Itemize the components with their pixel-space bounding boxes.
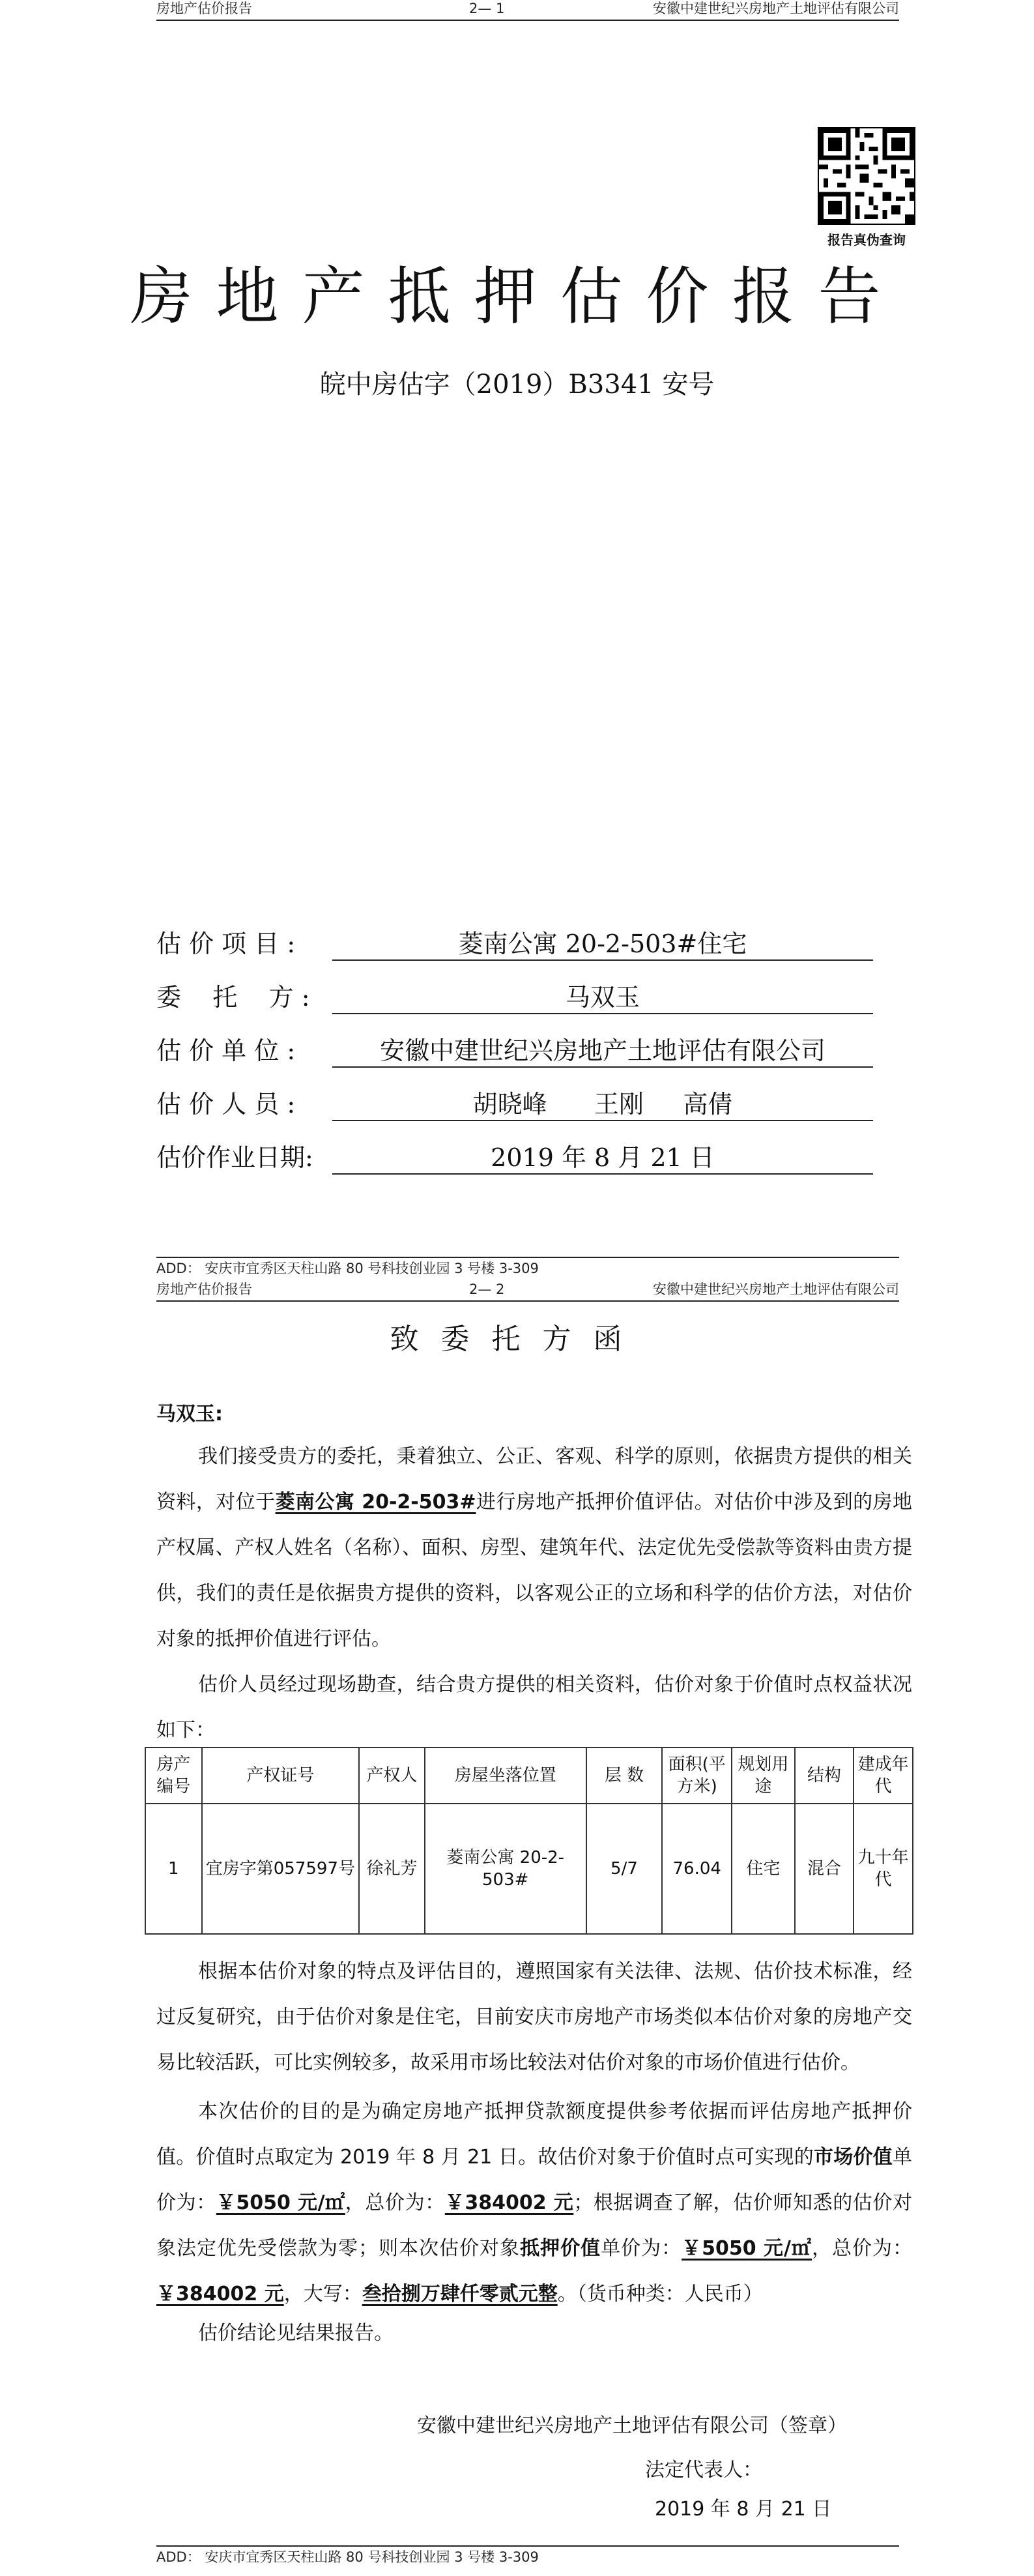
col-header: 建成年代 [854, 1748, 913, 1804]
table-header-row [145, 1748, 913, 1804]
unit-label: 估 价 单 位 : [156, 1036, 296, 1065]
table-cell: 九十年代 [854, 1804, 913, 1934]
project-label: 估 价 项 目 : [156, 929, 296, 958]
page-header [156, 0, 899, 21]
signature-company: 安徽中建世纪兴房地产土地评估有限公司（签章） [417, 2414, 847, 2437]
document-number: 皖中房估字（2019）B3341 安号 [319, 370, 715, 400]
header-page-number: 2— 2 [469, 1281, 505, 1297]
para1-text-a: 我们接受贵方的委托，秉着独立、公正、客观、科学的原则，依据贵方提供的相关资料，对位于 [156, 1445, 912, 1514]
header-left: 房地产估价报告 [156, 1, 252, 16]
para4-text: ，总价为： [812, 2237, 913, 2260]
table-cell: 菱南公寓 20-2-503# [425, 1804, 586, 1934]
header-company: 安徽中建世纪兴房地产土地评估有限公司 [653, 1, 899, 16]
para4-text: ；根据调查了解，估价师知悉的估价对象法定优先受偿款为零；则本次估价对象 [156, 2191, 913, 2260]
col-header: 产权人 [359, 1748, 425, 1804]
salutation: 马双玉: [156, 1403, 223, 1426]
table-cell: 混合 [795, 1804, 854, 1934]
para4-text: 单价为： [156, 2146, 913, 2214]
para4-text: ，总价为： [345, 2191, 445, 2214]
qr-code-icon[interactable] [818, 127, 915, 225]
date-value: 2019 年 8 月 21 日 [332, 1139, 873, 1175]
table-cell: 5/7 [586, 1804, 663, 1934]
mortgage-unit-price: ￥5050 元/㎡ [682, 2237, 812, 2260]
mortgage-total-price: ￥384002 元 [156, 2283, 284, 2305]
table-cell: 徐礼芳 [359, 1804, 425, 1934]
date-label: 估价作业日期: [156, 1143, 313, 1172]
para4-text: 本次估价的目的是为确定房地产抵押贷款额度提供参考依据而评估房地产抵押价值。价值时点取定为 2019 年 8 月 21 日。故估价对象于价值时点可实现的 [156, 2100, 912, 2169]
col-header: 层 数 [586, 1748, 663, 1804]
col-header: 产权证号 [202, 1748, 360, 1804]
col-header: 面积(平方米) [662, 1748, 732, 1804]
table-cell: 住宅 [732, 1804, 795, 1934]
paragraph-result-ref: 估价结论见结果报告。 [198, 2322, 394, 2345]
amount-in-words: 叁拾捌万肆仟零贰元整 [362, 2283, 558, 2305]
col-header: 规划用途 [732, 1748, 795, 1804]
qr-caption: 报告真伪查询 [827, 232, 906, 248]
table-cell: 76.04 [662, 1804, 732, 1934]
client-label: 委 托 方 : [156, 983, 310, 1012]
appraisers-label: 估 价 人 员 : [156, 1090, 296, 1119]
appraisers-value: 胡晓峰 王刚 高倩 [332, 1086, 873, 1121]
paragraph-intro [156, 1434, 912, 1662]
header-page-number: 2— 1 [469, 1, 505, 16]
market-value-label: 市场价值 [814, 2146, 893, 2169]
market-unit-price: ￥5050 元/㎡ [216, 2191, 345, 2214]
property-address: 菱南公寓 20-2-503# [275, 1491, 476, 1514]
page-footer: ADD： 安庆市宜秀区天柱山路 80 号科技创业园 3 号楼 3-309 [156, 1257, 899, 1278]
report-title: 房地产抵押估价报告 [130, 260, 904, 333]
paragraph-method: 根据本估价对象的特点及评估目的，遵照国家有关法律、法规、估价技术标准，经过反复研究，由于估价对象是住宅，目前安庆市房地产市场类似本估价对象的房地产交易比较活跃，可比实例较多，故采用市场比较法对估价对象的市场价值进行估价。 [156, 1960, 912, 2074]
letter-title: 致委托方函 [390, 1323, 644, 1356]
para4-text: 单价为： [601, 2237, 682, 2260]
unit-value: 安徽中建世纪兴房地产土地评估有限公司 [332, 1032, 873, 1068]
signature-legal-rep: 法定代表人： [645, 2459, 762, 2481]
para4-text: 。（货币种类：人民币） [557, 2283, 763, 2305]
para4-text: ，大写： [283, 2283, 362, 2305]
market-total-price: ￥384002 元 [444, 2191, 574, 2214]
signature-date: 2019 年 8 月 21 日 [655, 2498, 832, 2521]
page-header [156, 1281, 899, 1302]
table-cell: 1 [145, 1804, 202, 1934]
col-header: 房产编号 [145, 1748, 202, 1804]
header-company: 安徽中建世纪兴房地产土地评估有限公司 [653, 1281, 899, 1297]
header-left: 房地产估价报告 [156, 1281, 252, 1297]
paragraph-survey: 估价人员经过现场勘查，结合贵方提供的相关资料，估价对象于价值时点权益状况如下： [156, 1673, 912, 1742]
mortgage-value-label: 抵押价值 [520, 2237, 601, 2260]
paragraph-conclusion [156, 2089, 912, 2317]
project-value: 菱南公寓 20-2-503#住宅 [332, 926, 873, 961]
property-table [145, 1747, 913, 1935]
table-row [145, 1804, 913, 1934]
col-header: 房屋坐落位置 [425, 1748, 586, 1804]
col-header: 结构 [795, 1748, 854, 1804]
page-footer: ADD： 安庆市宜秀区天柱山路 80 号科技创业园 3 号楼 3-309 [156, 2545, 899, 2566]
para1-text-b: 进行房地产抵押价值评估。对估价中涉及到的房地产权属、产权人姓名（名称）、面积、房型、建筑年代、法定优先受偿款等资料由贵方提供，我们的责任是依据贵方提供的资料，以客观公正的立场和科学的估价方法，对估价对象的抵押价值进行评估。 [156, 1491, 912, 1650]
report-cover-page [0, 0, 1034, 1281]
client-value: 马双玉 [332, 979, 873, 1014]
table-cell: 宜房字第057597号 [202, 1804, 360, 1934]
